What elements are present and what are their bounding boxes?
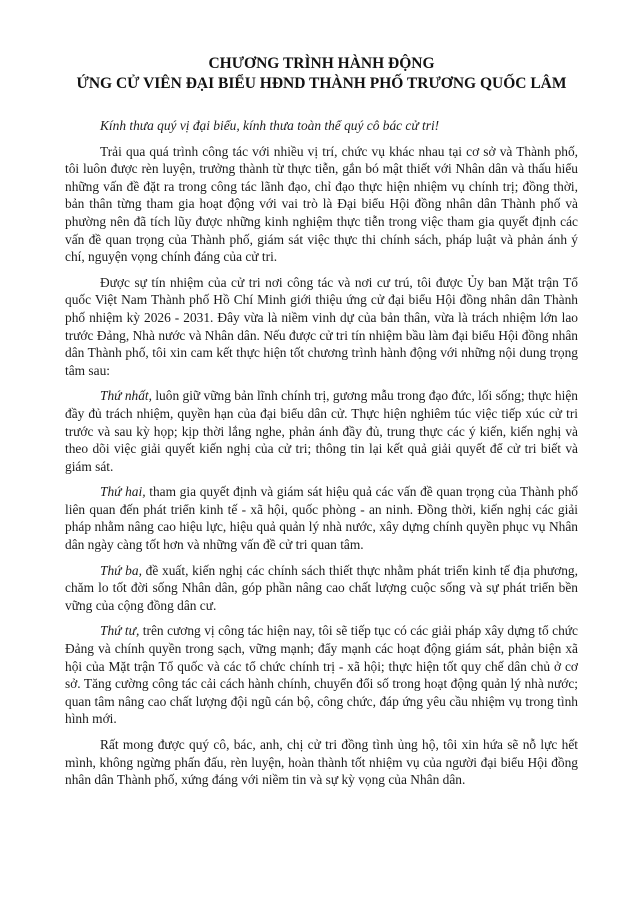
paragraph bbox=[65, 143, 578, 266]
paragraph-text: đề xuất, kiến nghị các chính sách thiết thực nhằm phát triển kinh tế địa phương, chăm lo tốt đời sống Nhân dân, góp phần nâng cao chất lượng cuộc sống và sự phát triển bền vững của cộng đồng dân cư. bbox=[65, 562, 578, 613]
paragraph bbox=[65, 274, 578, 380]
salutation-line: Kính thưa quý vị đại biểu, kính thưa toàn thể quý cô bác cử tri! bbox=[100, 118, 440, 133]
paragraph bbox=[65, 483, 578, 553]
paragraph bbox=[65, 562, 578, 615]
paragraph-text: Trải qua quá trình công tác với nhiều vị trí, chức vụ khác nhau tại cơ sở và Thành phố, tôi luôn được rèn luyện, trưởng thành từ thực tiễn, gắn bó mật thiết với Nhân dân và thấu hiểu những vấn đề đặt ra trong công tác lãnh đạo, chỉ đạo thực hiện nhiệm vụ chính trị; đồng thời, bản thân từng tham gia hoạt động với vai trò là Đại biểu Hội đồng nhân dân Thành phố và phường nên đã tích lũy được những kinh nghiệm thực tiễn trong việc tham gia quyết định các vấn đề quan trọng của Thành phố, giám sát việc thực thi chính sách, pháp luật và phản ánh ý chí, nguyện vọng chính đáng của cử tri. bbox=[65, 143, 578, 265]
title-line-1: CHƯƠNG TRÌNH HÀNH ĐỘNG bbox=[208, 55, 435, 72]
paragraph-lead: Thứ tư, bbox=[100, 623, 140, 639]
paragraph-text: Rất mong được quý cô, bác, anh, chị cử tri đồng tình ủng hộ, tôi xin hứa sẽ nỗ lực hết mình, không ngừng phấn đấu, rèn luyện, hoàn thành tốt nhiệm vụ của người đại biểu Hội đồng nhân dân Thành phố, xứng đáng với niềm tin và sự kỳ vọng của Nhân dân. bbox=[65, 737, 578, 788]
paragraph bbox=[65, 387, 578, 475]
paragraph-lead: Thứ nhất, bbox=[100, 388, 152, 404]
document-title bbox=[65, 54, 578, 93]
paragraph-lead: Thứ ba, bbox=[100, 562, 142, 578]
title-line-2: ỨNG CỬ VIÊN ĐẠI BIỂU HĐND THÀNH PHỐ TRƯƠNG QUỐC LÂM bbox=[76, 74, 567, 92]
paragraph-text: trên cương vị công tác hiện nay, tôi sẽ tiếp tục có các giải pháp xây dựng tổ chức Đảng và chính quyền trong sạch, vững mạnh; đẩy mạnh các hoạt động giám sát, phản biện xã hội của Mặt trận Tổ quốc và các tổ chức chính trị - xã hội; thực hiện tốt quy chế dân chủ ở cơ sở. Tăng cường công tác cải cách hành chính, chuyển đổi số trong hoạt động quản lý nhà nước; quan tâm nâng cao chất lượng đội ngũ cán bộ, công chức, đáp ứng yêu cầu nhiệm vụ trong tình hình mới. bbox=[65, 623, 578, 727]
paragraph bbox=[65, 622, 578, 728]
paragraph-lead: Thứ hai, bbox=[100, 484, 146, 500]
document-body bbox=[65, 143, 578, 789]
paragraph bbox=[65, 736, 578, 789]
paragraph-text: Được sự tín nhiệm của cử tri nơi công tác và nơi cư trú, tôi được Ủy ban Mặt trận Tổ quốc Việt Nam Thành phố Hồ Chí Minh giới thiệu ứng cử đại biểu Hội đồng nhân dân Thành phố nhiệm kỳ 2026 - 2031. Đây vừa là niềm vinh dự của bản thân, vừa là trách nhiệm lớn lao trước Đảng, Nhà nước và Nhân dân. Nếu được cử tri tín nhiệm bầu làm đại biểu Hội đồng nhân dân Thành phố, tôi xin cam kết thực hiện tốt chương trình hành động với những nội dung trọng tâm sau: bbox=[65, 274, 578, 378]
paragraph-text: tham gia quyết định và giám sát hiệu quả các vấn đề quan trọng của Thành phố liên quan đến phát triển kinh tế - xã hội, quốc phòng - an ninh. Đồng thời, kiến nghị các giải pháp nhằm nâng cao hiệu lực, hiệu quả quản lý nhà nước, xây dựng chính quyền phục vụ Nhân dân ngày càng tốt hơn và những vấn đề cử tri quan tâm. bbox=[65, 484, 578, 553]
paragraph-text: luôn giữ vững bản lĩnh chính trị, gương mẫu trong đạo đức, lối sống; thực hiện đầy đủ trách nhiệm, quyền hạn của đại biểu dân cử. Thực hiện nghiêm túc việc tiếp xúc cử tri trước và sau kỳ họp; kịp thời lắng nghe, phản ánh đầy đủ, trung thực các ý kiến, kiến nghị và theo dõi việc giải quyết kiến nghị của cử tri; thông tin lại kết quả giải quyết để cử tri biết và giám sát. bbox=[65, 388, 578, 474]
